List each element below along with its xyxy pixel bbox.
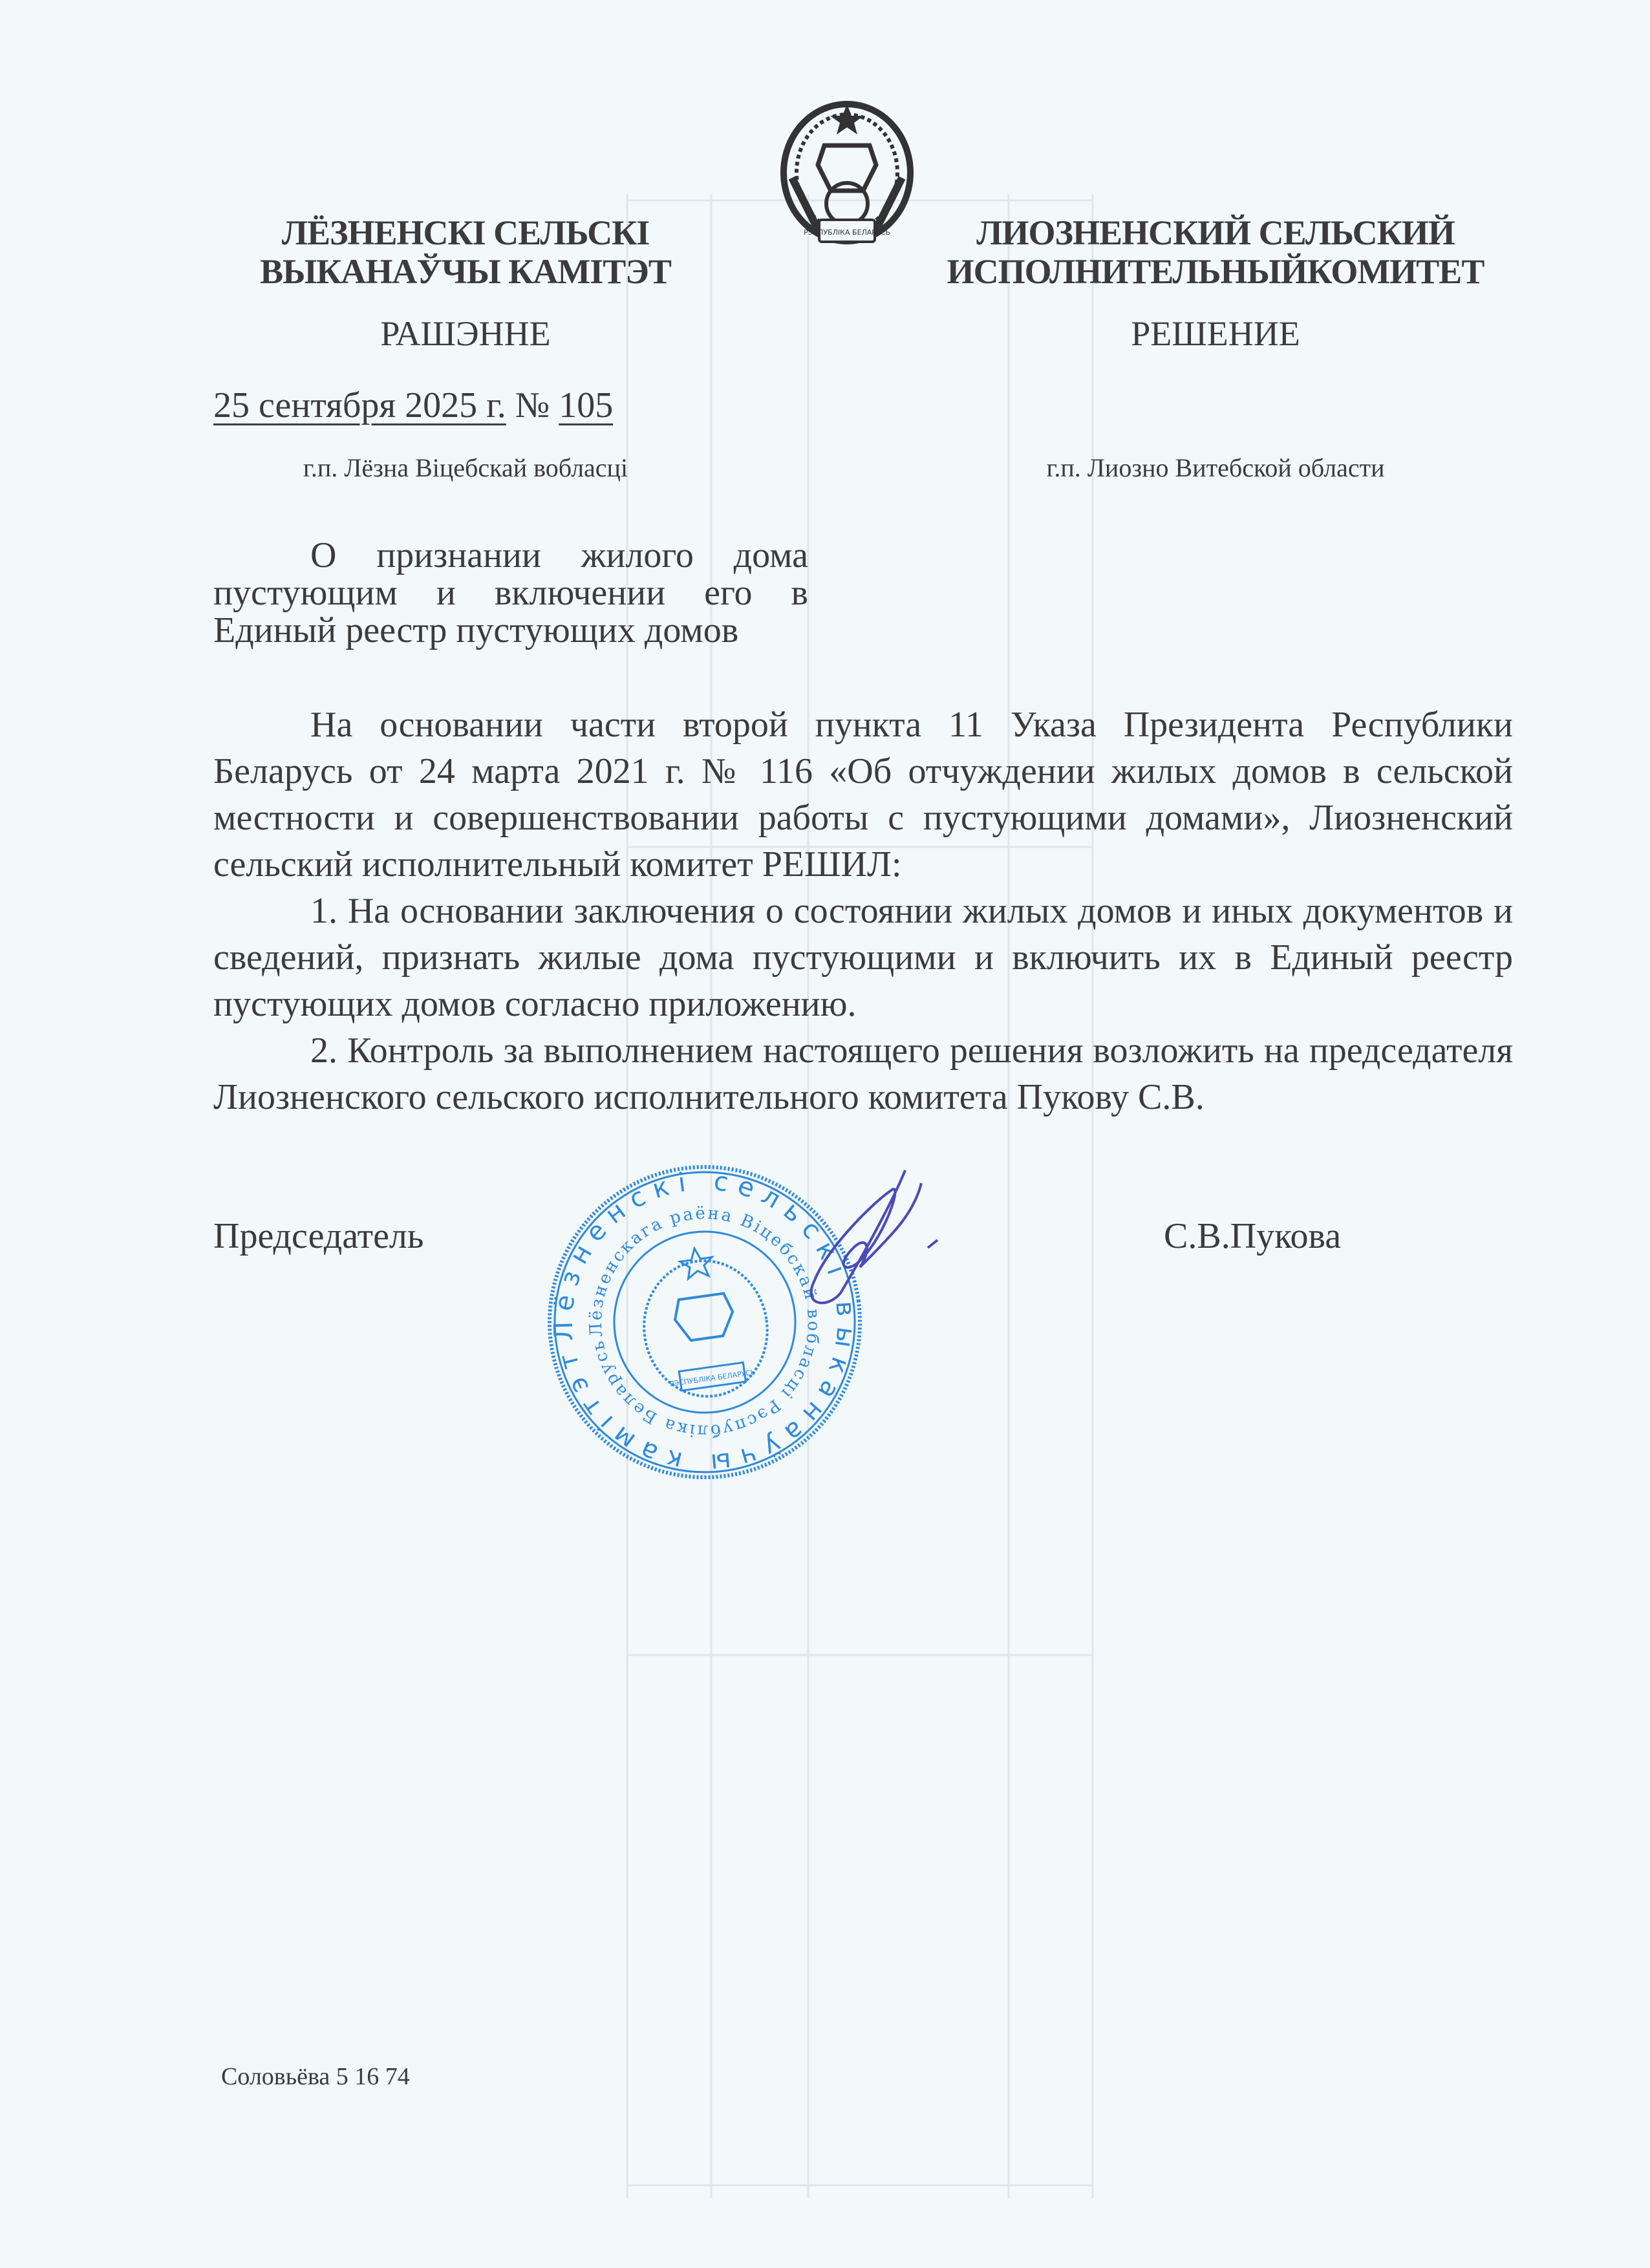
executor-note: Соловьёва 5 16 74 xyxy=(221,2063,410,2090)
preamble: На основании части второй пункта 11 Указа Президента Республики Беларусь от 24 марта 2021 г. № 116 «Об отчуждении жилых домов в сельской местности и совершенствовании работы с пустующими домами», Лиозненский сельский исполнительный комитет РЕШИЛ: xyxy=(213,705,1513,884)
emblem-ribbon-text: РЭСПУБЛІКА БЕЛАРУСЬ xyxy=(804,228,890,237)
decision-item-1: 1. На основании заключения о состоянии жилых домов и иных документов и сведений, признать жилые дома пустующими и включить их в Единый реестр пустующих домов согласно приложению. xyxy=(213,891,1513,1024)
place-belarusian: г.п. Лёзна Віцебскай вобласці xyxy=(303,453,628,482)
org-name-line1: ЛЁЗНЕНСКІ СЕЛЬСКІ xyxy=(281,213,650,252)
decision-item-2: 2. Контроль за выполнением настоящего решения возложить на председателя Лиозненского сельского исполнительного комитета Пукову С.В. xyxy=(213,1031,1513,1117)
state-emblem xyxy=(779,100,915,252)
decision-date: 25 сентября 2025 г. xyxy=(213,385,506,425)
signatory-name: С.В.Пукова xyxy=(1164,1216,1342,1256)
stamp-outer-text: Лёзненскі сельскі выканаўчы камітэт xyxy=(548,1166,861,1479)
org-name-line2: ИСПОЛНИТЕЛЬНЫЙКОМИТЕТ xyxy=(947,252,1484,291)
org-name-belarusian xyxy=(213,213,718,291)
belarus-coat-of-arms-icon xyxy=(779,100,915,252)
number-sign: № xyxy=(515,385,550,425)
stamp-ribbon-text: РЭСПУБЛІКА БЕЛАРУСЬ xyxy=(669,1367,756,1389)
org-name-russian xyxy=(918,213,1513,291)
org-name-line2: ВЫКАНАЎЧЫ КАМІТЭТ xyxy=(260,252,671,291)
place-russian: г.п. Лиозно Витебской области xyxy=(1046,453,1385,482)
decision-date-number xyxy=(213,385,613,426)
handwritten-signature xyxy=(763,1164,957,1312)
decision-number: 105 xyxy=(559,385,614,425)
stamp-inner-text: Лёзненскага раёна Віцебскай вобласці Рэспубліка Беларусь xyxy=(586,1203,824,1441)
decision-body xyxy=(213,701,1513,1120)
signature-scribble-icon xyxy=(763,1164,957,1312)
doc-kind-russian: РЕШЕНИЕ xyxy=(1131,314,1300,353)
decision-subject: О признании жилого дома пустующим и включении его в Единый реестр пустующих домов xyxy=(213,535,808,650)
signatory-position: Председатель xyxy=(213,1216,424,1256)
org-name-line1: ЛИОЗНЕНСКИЙ СЕЛЬСКИЙ xyxy=(976,213,1455,252)
doc-kind-belarusian: РАШЭННЕ xyxy=(380,314,551,353)
